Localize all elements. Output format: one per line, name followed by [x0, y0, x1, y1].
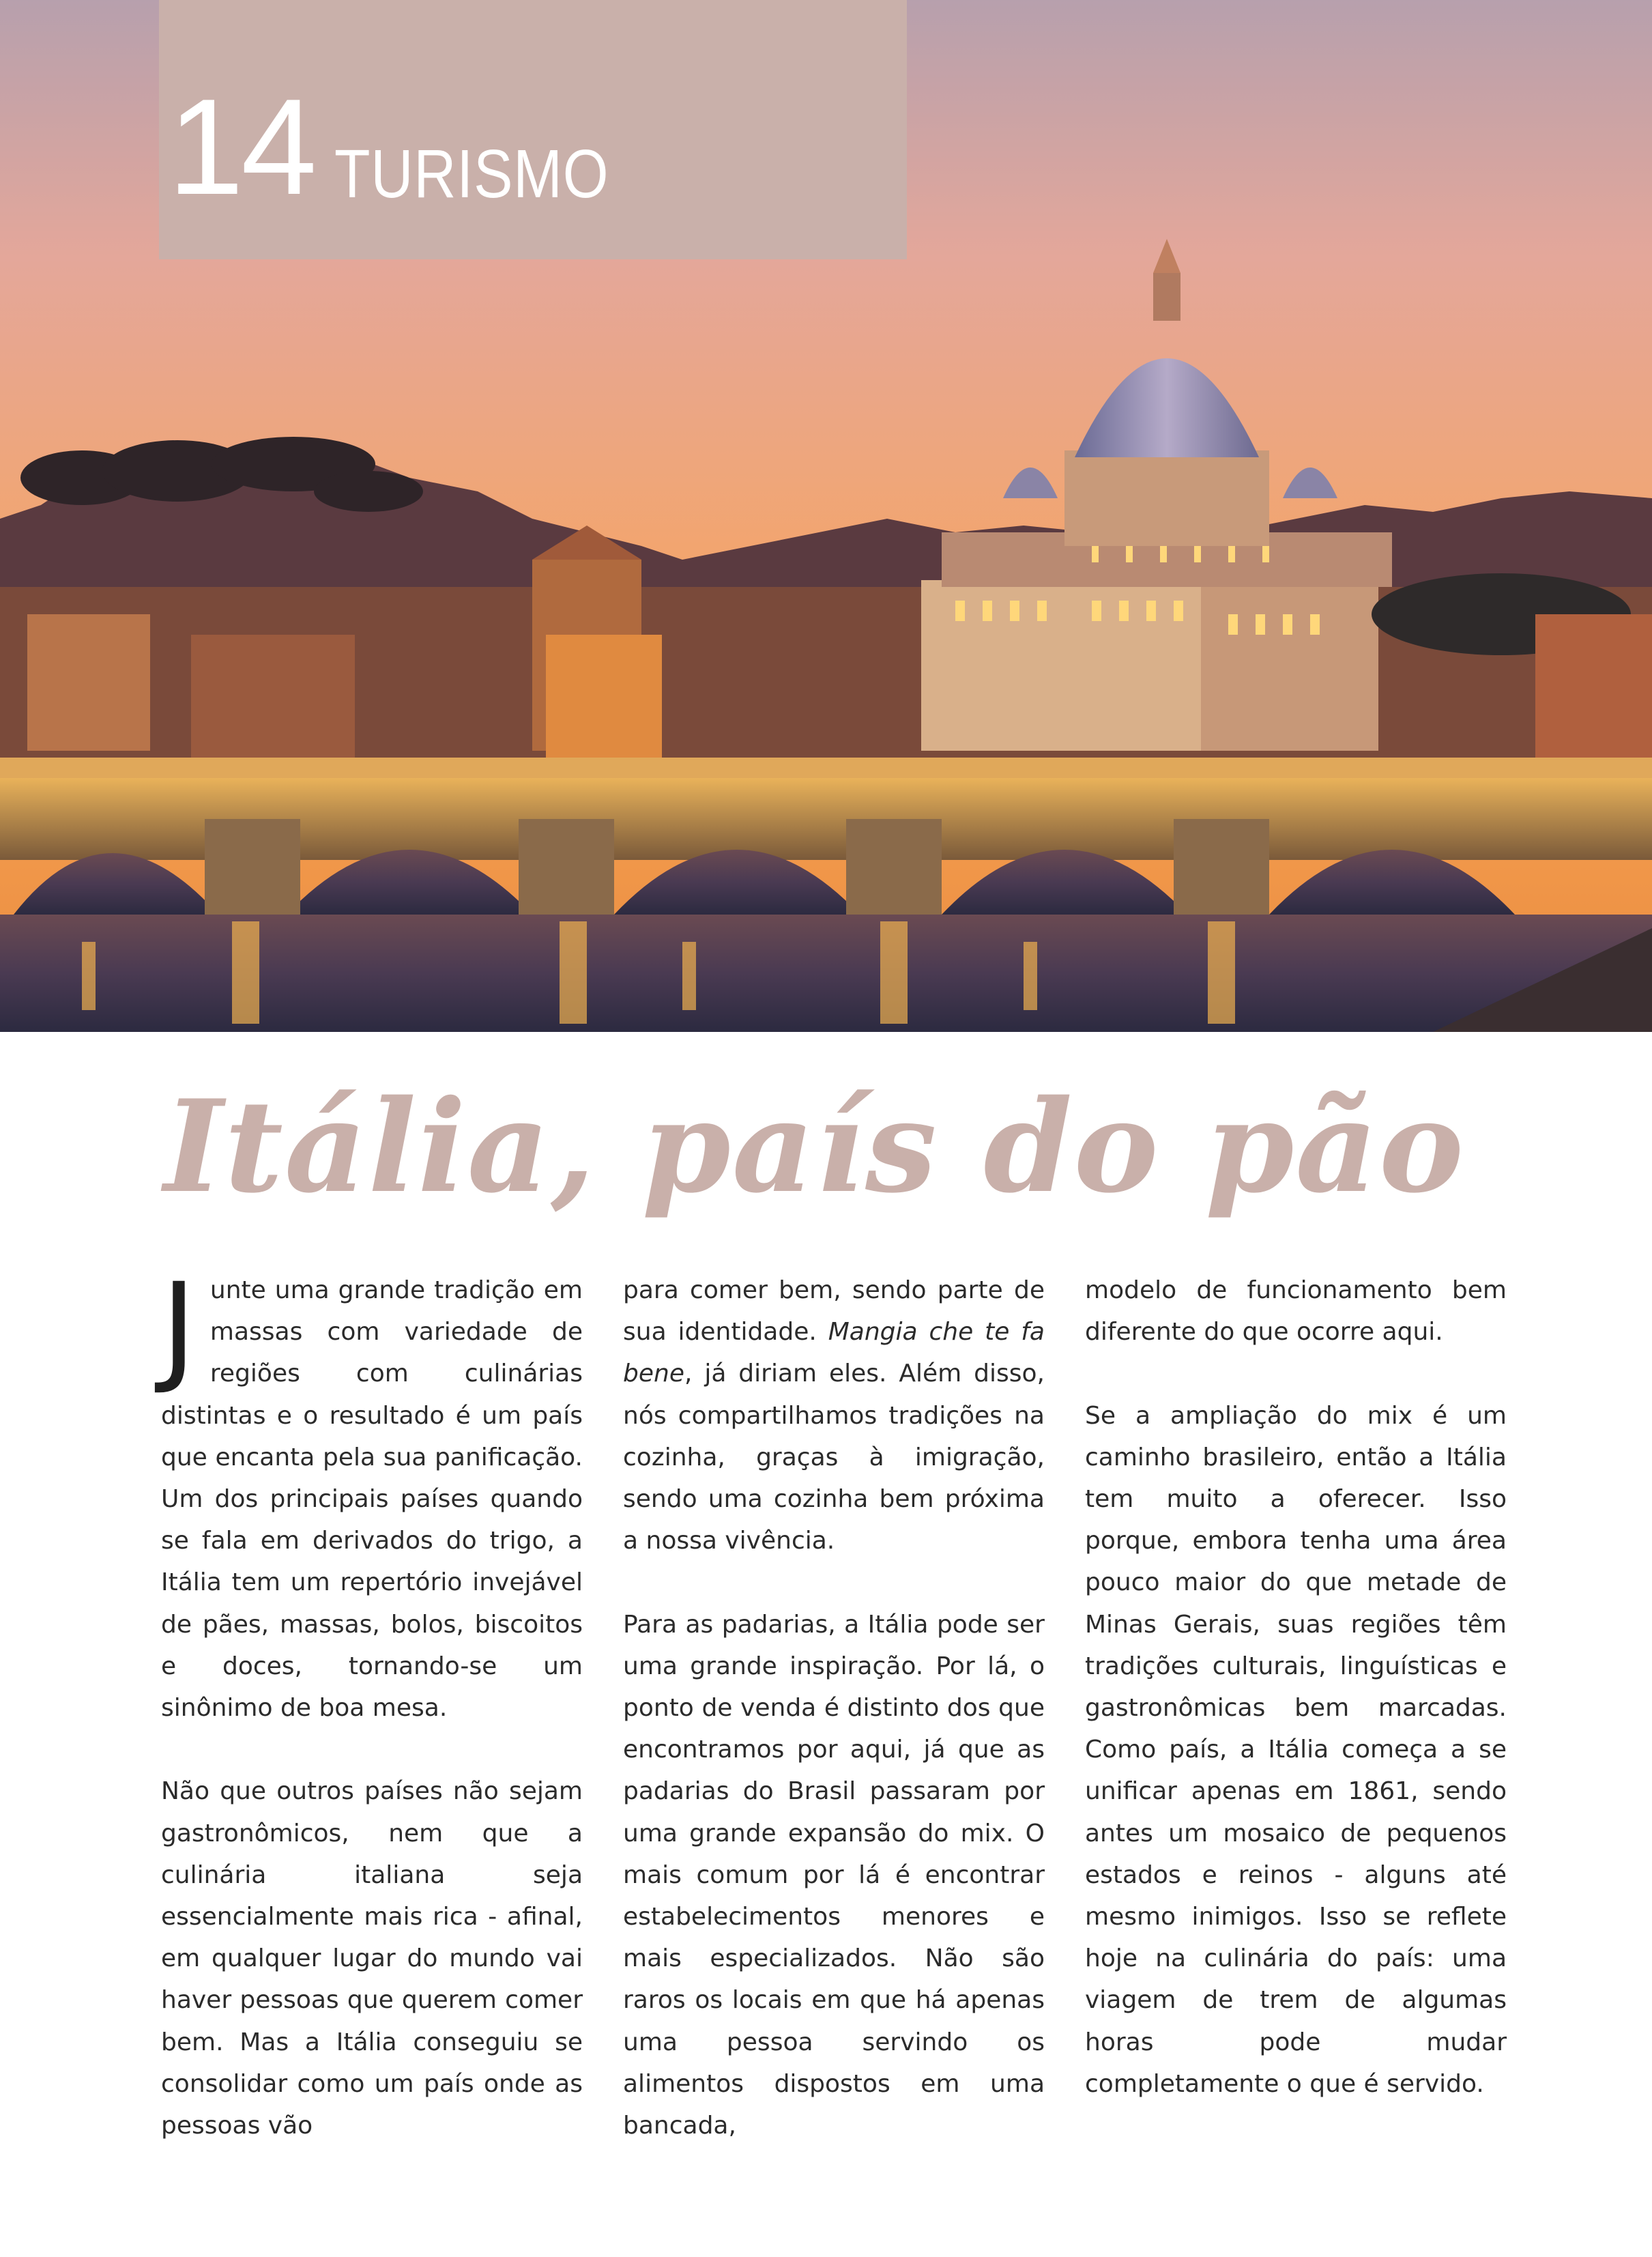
section-label: TURISMO: [334, 136, 609, 212]
paragraph: [161, 1257, 583, 1729]
paragraph-text: unte uma grande tradição em massas com variedade de regiões com culinárias distintas e o resultado é um país que encanta pela sua panificação. Um dos principais países quando se fala em derivados do trigo, a Itália tem um repertório invejável de pães, massas, bolos, biscoitos e doces, tornando-se um sinônimo de boa mesa.: [161, 1276, 583, 1723]
article-column-2: [623, 1269, 1045, 2188]
paragraph: modelo de funcionamento bem diferente do que ocorre aqui.: [1085, 1276, 1507, 1347]
italian-phrase: Mangia che te fa bene: [623, 1318, 1045, 1388]
paragraph: Se a ampliação do mix é um caminho brasileiro, então a Itália tem muito a oferecer. Isso porque, embora tenha uma área pouco maior do que metade de Minas Gerais, suas regiões têm tradições culturais, linguísticas e gastronômicas bem marcadas. Como país, a Itália começa a se unificar apenas em 1861, sendo antes um mosaico de pequenos estados e reinos - alguns até mesmo inimigos. Isso se reflete hoje na culinária do país: uma viagem de trem de algumas horas pode mudar completamente o que é servido.: [1085, 1401, 1507, 2098]
article-column-1: [161, 1257, 583, 2188]
paragraph-text: para comer bem, sendo parte de sua identidade.: [623, 1276, 1045, 1347]
article-title: Itália, país do pão: [164, 1072, 1465, 1221]
paragraph-text: , já diriam eles. Além disso, nós compartilhamos tradições na cozinha, graças à imigração, sendo uma cozinha bem próxima a nossa vivência.: [623, 1360, 1045, 1555]
article-column-3: [1085, 1269, 1507, 2146]
paragraph: Para as padarias, a Itália pode ser uma grande inspiração. Por lá, o ponto de venda é distinto dos que encontramos por aqui, já que as padarias do Brasil passaram por uma grande expansão do mix. O mais comum por lá é encontrar estabelecimentos menores e mais especializados. Não são raros os locais em que há apenas uma pessoa servindo os alimentos dispostos em uma bancada,: [623, 1610, 1045, 2140]
paragraph: [623, 1269, 1045, 1562]
page-number: 14: [168, 71, 315, 223]
paragraph: Não que outros países não sejam gastronômicos, nem que a culinária italiana seja essencialmente mais rica - afinal, em qualquer lugar do mundo vai haver pessoas que querem comer bem. Mas a Itália conseguiu se consolidar como um país onde as pessoas vão: [161, 1777, 583, 2140]
drop-cap: J: [161, 1257, 197, 1397]
